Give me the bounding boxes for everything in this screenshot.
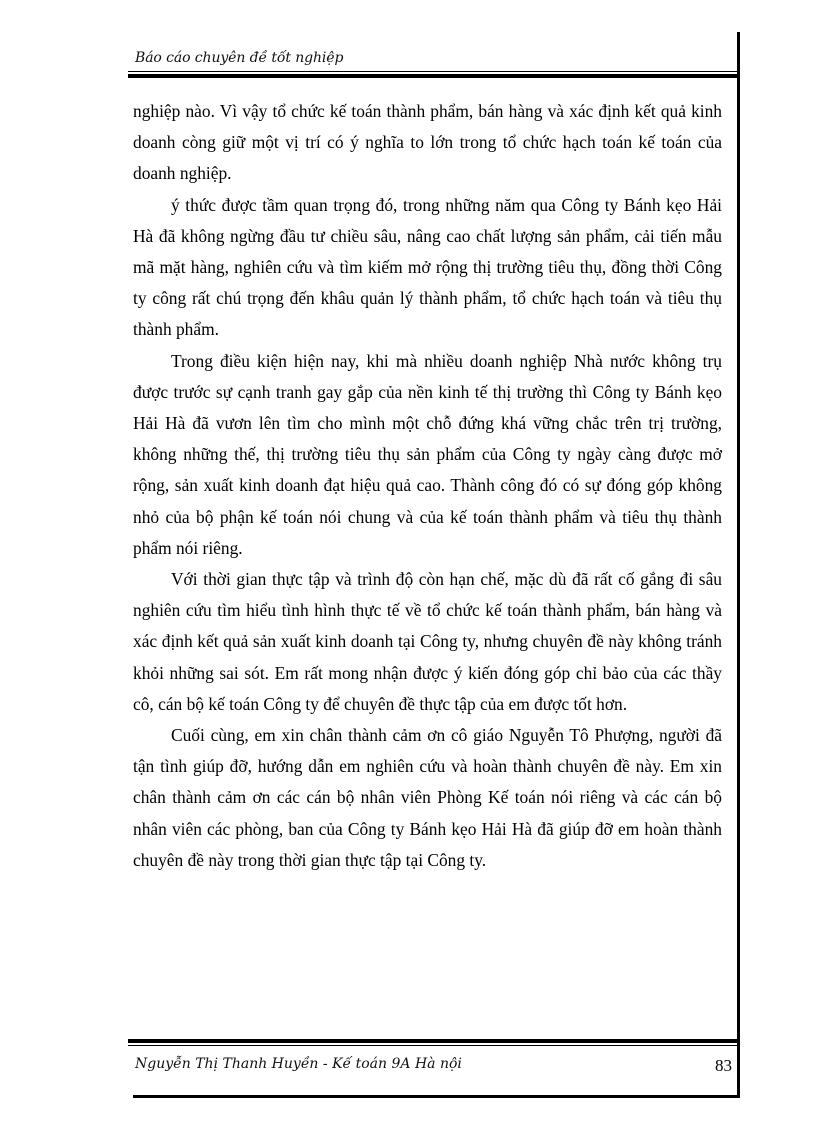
- paragraph: Với thời gian thực tập và trình độ còn hạn chế, mặc dù đã rất cố gắng đi sâu nghiên cứu tìm hiểu tình hình thực tế về tổ chức kế toán thành phẩm, bán hàng và xác định kết quả sản xuất kinh doanh tại Công ty, nhưng chuyên đề này không tránh khỏi những sai sót. Em rất mong nhận được ý kiến đóng góp chỉ bảo của các thầy cô, cán bộ kế toán Công ty để chuyên đề thực tập của em được tốt hơn.: [133, 569, 722, 714]
- header-rule-thin: [128, 71, 737, 72]
- paragraph: Cuối cùng, em xin chân thành cảm ơn cô giáo Nguyễn Tô Phượng, người đã tận tình giúp đỡ, hướng dẫn em nghiên cứu và hoàn thành chuyên đề này. Em xin chân thành cảm ơn các cán bộ nhân viên Phòng Kế toán nói riêng và các cán bộ nhân viên các phòng, ban của Công ty Bánh kẹo Hải Hà đã giúp đỡ em hoàn thành chuyên đề này trong thời gian thực tập tại Công ty.: [133, 725, 722, 870]
- paragraph: ý thức được tầm quan trọng đó, trong những năm qua Công ty Bánh kẹo Hải Hà đã không ngừng đầu tư chiều sâu, nâng cao chất lượng sản phẩm, cải tiến mẫu mã mặt hàng, nghiên cứu và tìm kiếm mở rộng thị trường tiêu thụ, đồng thời Công ty công rất chú trọng đến khâu quản lý thành phẩm, tổ chức hạch toán và tiêu thụ thành phẩm.: [133, 194, 722, 340]
- page-shadow-bottom: [133, 1095, 740, 1098]
- footer-rule-thin: [128, 1045, 737, 1046]
- running-header: Báo cáo chuyên đề tốt nghiệp: [135, 50, 344, 66]
- running-footer-author: Nguyễn Thị Thanh Huyền - Kế toán 9A Hà nội: [135, 1056, 462, 1072]
- page-shadow-right: [737, 32, 740, 1098]
- footer-rule-thick: [128, 1039, 737, 1043]
- header-rule-thick: [128, 74, 737, 78]
- body-text: [133, 96, 722, 876]
- page-number: 83: [715, 1056, 732, 1075]
- paragraph: nghiệp nào. Vì vậy tổ chức kế toán thành phẩm, bán hàng và xác định kết quả kinh doanh còng giữ một vị trí có ý nghĩa to lớn trong tổ chức hạch toán kế toán của doanh nghiệp.: [133, 101, 722, 184]
- paragraph: Trong điều kiện hiện nay, khi mà nhiều doanh nghiệp Nhà nước không trụ được trước sự cạnh tranh gay gắp của nền kinh tế thị trường thì Công ty Bánh kẹo Hải Hà đã vươn lên tìm cho mình một chỗ đứng khá vững chắc trên trị trường, không những thế, thị trường tiêu thụ sản phẩm của Công ty ngày càng được mở rộng, sản xuất kinh doanh đạt hiệu quả cao. Thành công đó có sự đóng góp không nhỏ của bộ phận kế toán nói chung và của kế toán thành phẩm và tiêu thụ thành phẩm nói riêng.: [133, 350, 722, 558]
